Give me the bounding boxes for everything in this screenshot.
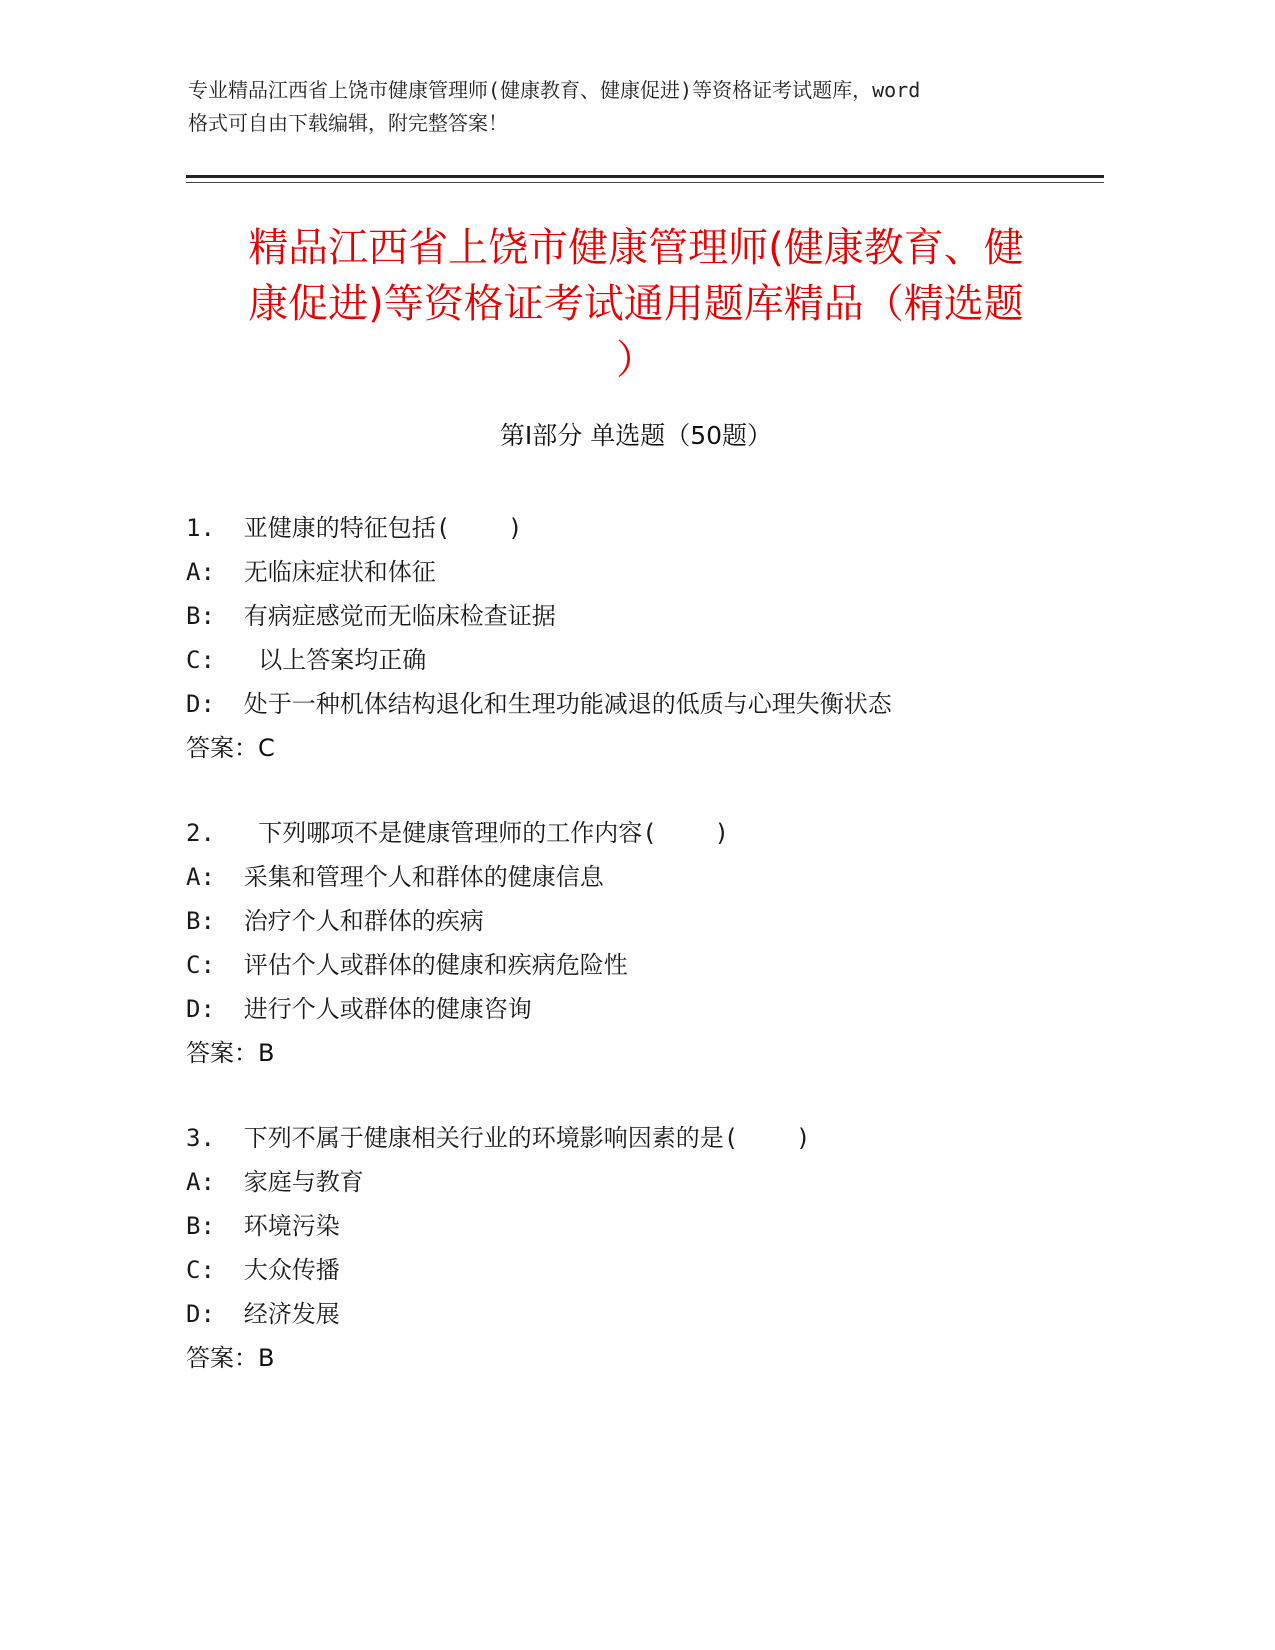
- header-note-line-2: 格式可自由下载编辑，附完整答案！: [188, 111, 508, 135]
- header-divider-thin: [186, 182, 1104, 183]
- header-note: [188, 74, 1088, 140]
- option-c: C: 评估个人或群体的健康和疾病危险性: [186, 951, 628, 979]
- answer-key: 答案：B: [186, 1039, 275, 1067]
- option-b: B: 有病症感觉而无临床检查证据: [186, 602, 556, 630]
- document-title-line-3: ）: [616, 337, 656, 383]
- question-1: [186, 506, 1136, 770]
- question-2: [186, 811, 1136, 1075]
- option-c: C: 大众传播: [186, 1256, 340, 1284]
- document-title-line-1: 精品江西省上饶市健康管理师(健康教育、健: [248, 225, 1024, 271]
- option-c: C: 以上答案均正确: [186, 646, 427, 674]
- option-d: D: 进行个人或群体的健康咨询: [186, 995, 532, 1023]
- answer-key: 答案：C: [186, 734, 275, 762]
- document-title: [186, 220, 1086, 388]
- question-3: [186, 1116, 1136, 1380]
- header-note-line-1: 专业精品江西省上饶市健康管理师(健康教育、健康促进)等资格证考试题库，word: [188, 78, 921, 102]
- question-stem: 1. 亚健康的特征包括( ): [186, 514, 523, 542]
- section-title: 第Ⅰ部分 单选题（50题）: [499, 421, 773, 450]
- answer-key: 答案：B: [186, 1344, 275, 1372]
- option-d: D: 经济发展: [186, 1300, 340, 1328]
- question-stem: 3. 下列不属于健康相关行业的环境影响因素的是( ): [186, 1124, 811, 1152]
- document-title-line-2: 康促进)等资格证考试通用题库精品（精选题: [248, 281, 1024, 327]
- option-a: A: 采集和管理个人和群体的健康信息: [186, 863, 604, 891]
- header-divider-thick: [186, 175, 1104, 178]
- option-b: B: 治疗个人和群体的疾病: [186, 907, 484, 935]
- option-a: A: 家庭与教育: [186, 1168, 364, 1196]
- question-stem: 2. 下列哪项不是健康管理师的工作内容( ): [186, 819, 729, 847]
- option-b: B: 环境污染: [186, 1212, 340, 1240]
- option-a: A: 无临床症状和体征: [186, 558, 436, 586]
- option-d: D: 处于一种机体结构退化和生理功能减退的低质与心理失衡状态: [186, 690, 892, 718]
